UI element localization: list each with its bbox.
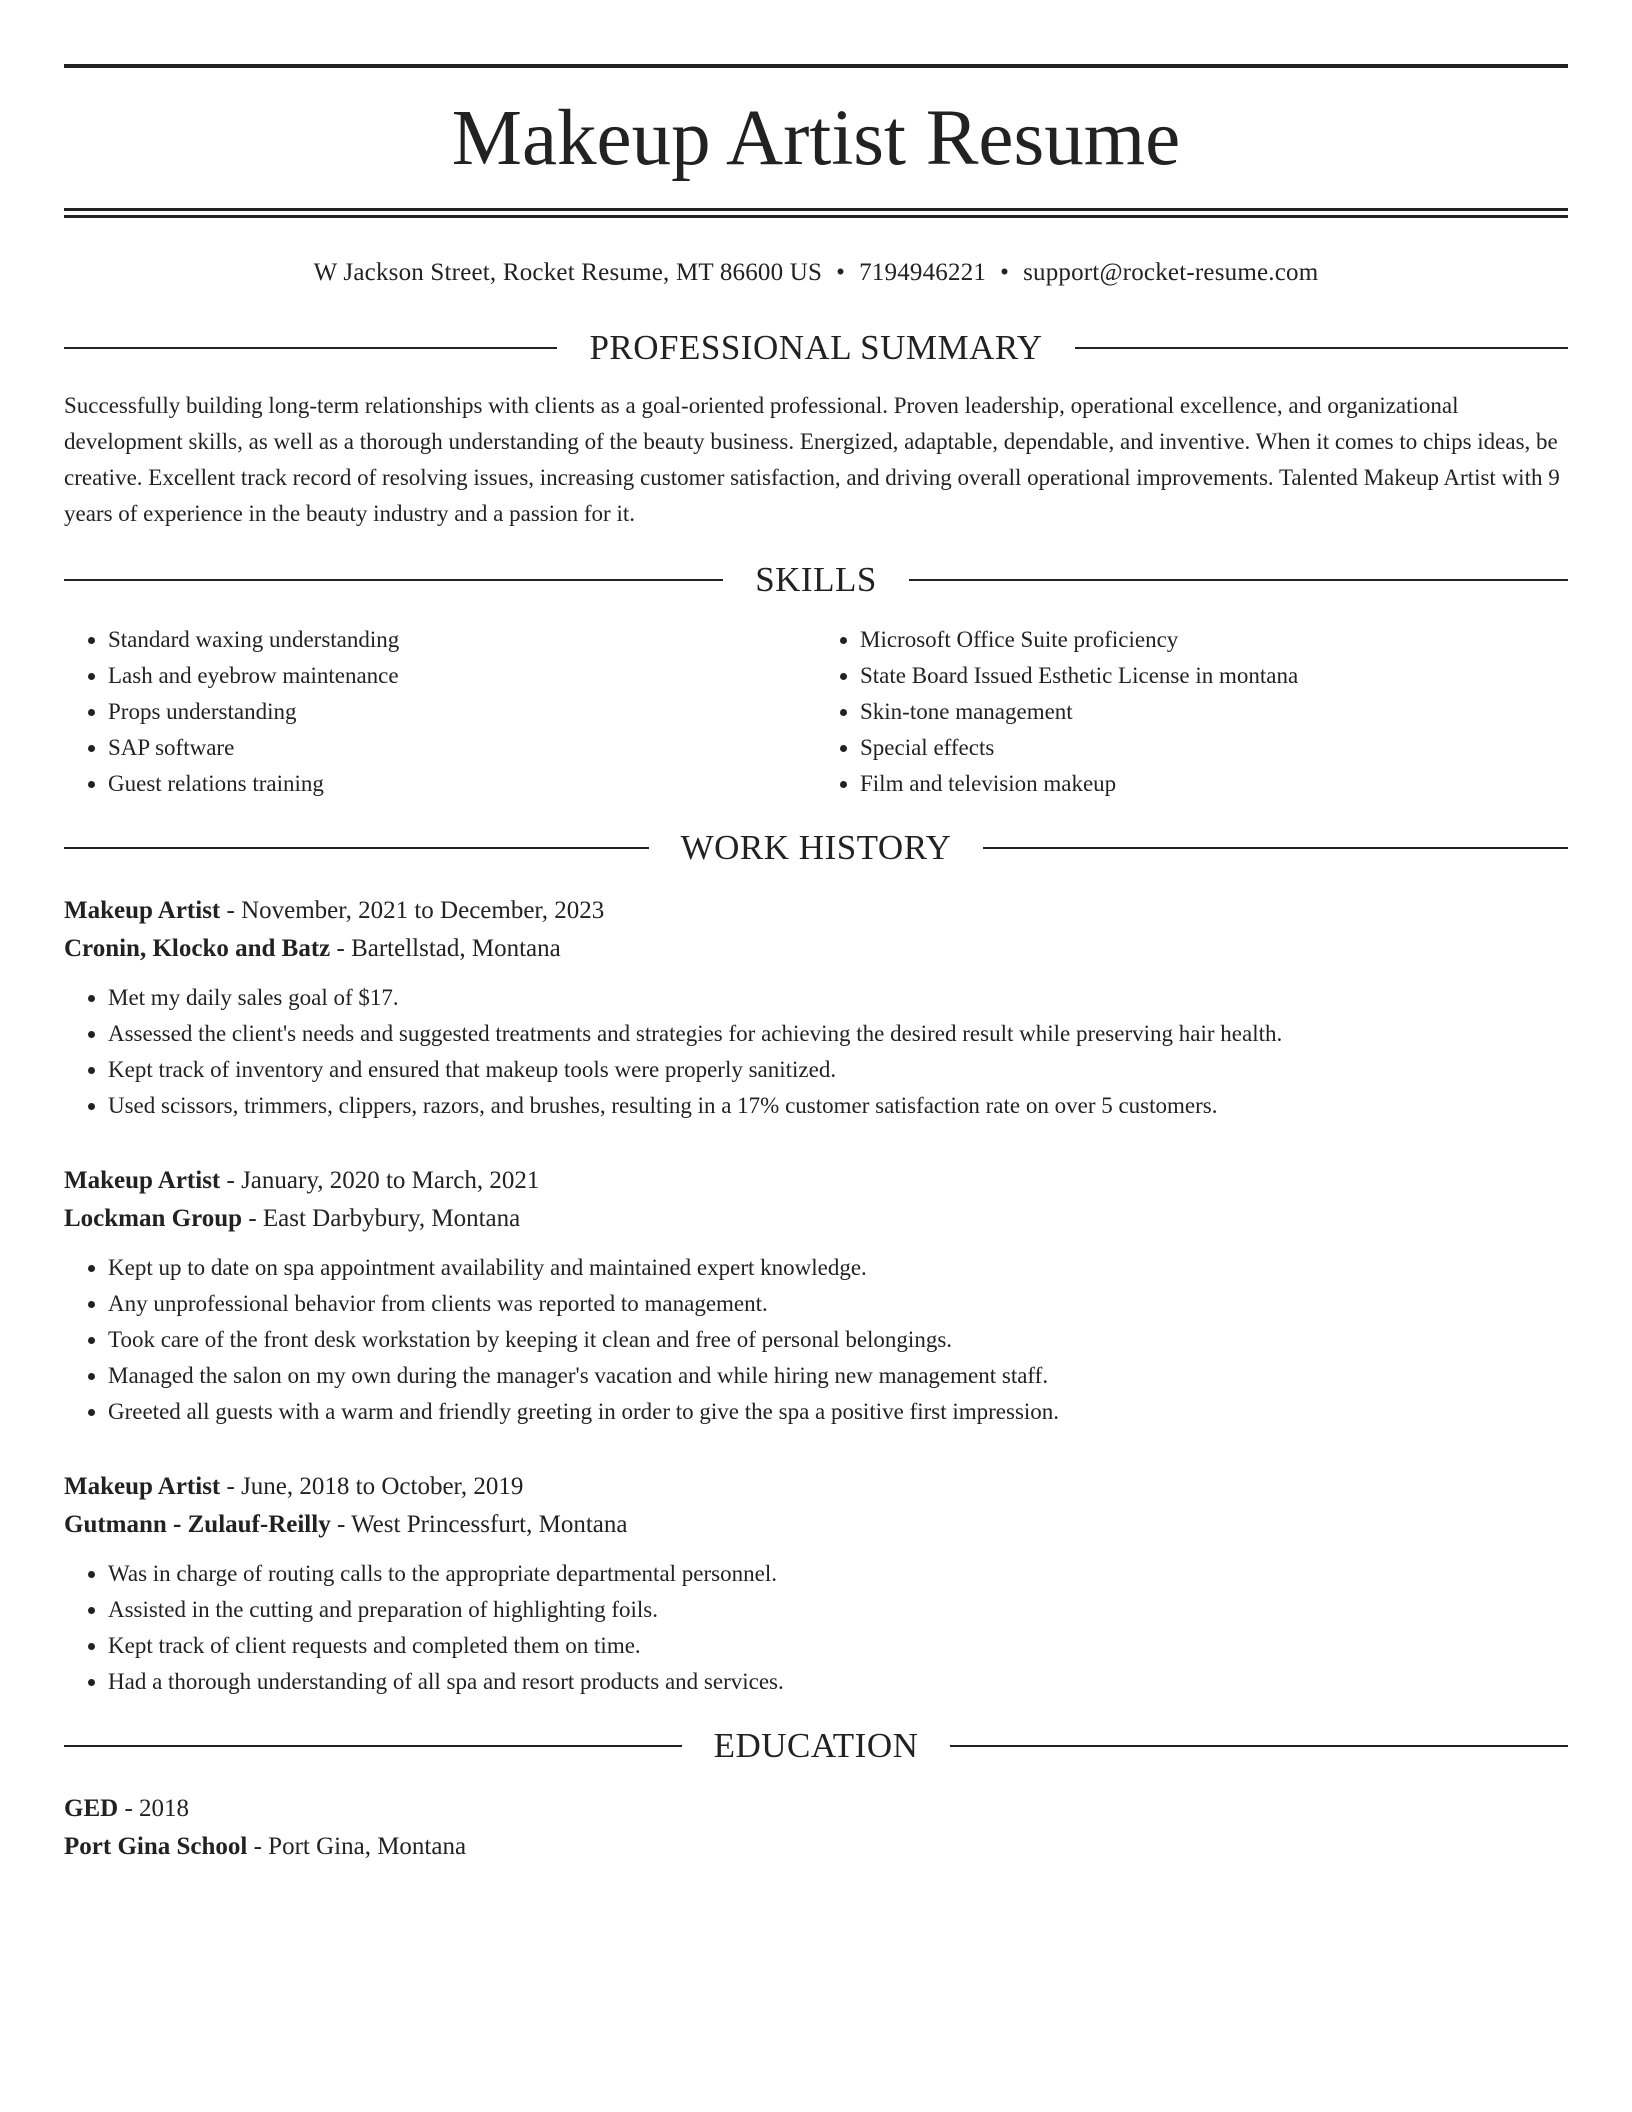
- job-company-line: [64, 1506, 1568, 1544]
- skills-heading-label: SKILLS: [755, 560, 877, 599]
- job-entry: [64, 1468, 1568, 1700]
- skill-item: • SAP software: [108, 730, 816, 766]
- skill-item: • Film and television makeup: [860, 766, 1568, 802]
- job-bullet: • Was in charge of routing calls to the appropriate departmental personnel.: [108, 1556, 1568, 1592]
- education-entry: [64, 1790, 1568, 1866]
- job-bullet: • Managed the salon on my own during the manager's vacation and while hiring new management staff.: [108, 1358, 1568, 1394]
- job-title-line: [64, 1468, 1568, 1506]
- job-bullet: • Greeted all guests with a warm and friendly greeting in order to give the spa a positive first impression.: [108, 1394, 1568, 1430]
- education-heading-label: EDUCATION: [713, 1726, 919, 1765]
- summary-heading-label: PROFESSIONAL SUMMARY: [589, 328, 1043, 367]
- contact-address: W Jackson Street, Rocket Resume, MT 86600 US: [313, 259, 823, 286]
- job-title-line: [64, 1162, 1568, 1200]
- job-dates: - January, 2020 to March, 2021: [220, 1167, 540, 1194]
- job-bullets: [64, 980, 1568, 1124]
- contact-line: [64, 256, 1568, 290]
- job-bullet: • Had a thorough understanding of all spa and resort products and services.: [108, 1664, 1568, 1700]
- skill-item: • Skin-tone management: [860, 694, 1568, 730]
- job-location: - West Princessfurt, Montana: [330, 1511, 628, 1538]
- contact-separator: •: [836, 259, 846, 286]
- contact-phone: 7194946221: [859, 259, 987, 286]
- job-title: Makeup Artist: [64, 897, 221, 924]
- job-entry: [64, 1162, 1568, 1430]
- skills-heading: [64, 558, 1568, 602]
- job-title: Makeup Artist: [64, 1473, 221, 1500]
- work-heading-label: WORK HISTORY: [680, 828, 952, 867]
- job-title-line: [64, 892, 1568, 930]
- job-bullet: • Kept track of inventory and ensured that makeup tools were properly sanitized.: [108, 1052, 1568, 1088]
- job-company-line: [64, 930, 1568, 968]
- job-bullet: • Any unprofessional behavior from clients was reported to management.: [108, 1286, 1568, 1322]
- job-bullets: [64, 1250, 1568, 1430]
- job-company: Lockman Group: [64, 1205, 243, 1232]
- skill-item: • State Board Issued Esthetic License in montana: [860, 658, 1568, 694]
- education-location: - Port Gina, Montana: [247, 1833, 467, 1860]
- job-bullet: • Took care of the front desk workstation by keeping it clean and free of personal belongings.: [108, 1322, 1568, 1358]
- work-heading: [64, 826, 1568, 870]
- job-company: Cronin, Klocko and Batz: [64, 935, 331, 962]
- title-double-rule: [64, 208, 1568, 218]
- education-school-line: [64, 1828, 1568, 1866]
- heading-rule-left: [64, 847, 649, 849]
- job-bullet: • Met my daily sales goal of $17.: [108, 980, 1568, 1016]
- job-dates: - November, 2021 to December, 2023: [220, 897, 605, 924]
- job-bullet: • Assessed the client's needs and suggested treatments and strategies for achieving the desired result while preserving hair health.: [108, 1016, 1568, 1052]
- page-title: Makeup Artist Resume: [451, 94, 1181, 182]
- job-bullet: • Kept track of client requests and completed them on time.: [108, 1628, 1568, 1664]
- education-heading: [64, 1724, 1568, 1768]
- education-year: - 2018: [118, 1795, 190, 1822]
- heading-rule-left: [64, 1745, 682, 1747]
- heading-rule-left: [64, 579, 723, 581]
- summary-text: Successfully building long-term relationships with clients as a goal-oriented professional. Proven leadership, operational excellence, and organizational development skills, as well as a thorough understanding of the beauty business. Energized, adaptable, dependable, and inventive. When it comes to chips ideas, be creative. Excellent track record of resolving issues, increasing customer satisfaction, and driving overall operational improvements. Talented Makeup Artist with 9 years of experience in the beauty industry and a passion for it.: [64, 393, 1560, 526]
- heading-rule-right: [909, 579, 1568, 581]
- heading-rule-right: [950, 1745, 1568, 1747]
- job-company: Gutmann - Zulauf-Reilly: [64, 1511, 331, 1538]
- skill-item: • Guest relations training: [108, 766, 816, 802]
- skill-item: • Props understanding: [108, 694, 816, 730]
- job-dates: - June, 2018 to October, 2019: [220, 1473, 524, 1500]
- job-company-line: [64, 1200, 1568, 1238]
- job-bullet: • Used scissors, trimmers, clippers, razors, and brushes, resulting in a 17% customer satisfaction rate on over 5 customers.: [108, 1088, 1568, 1124]
- skills-column-left: [64, 622, 816, 802]
- heading-rule-right: [1075, 347, 1568, 349]
- contact-email: support@rocket-resume.com: [1023, 259, 1319, 286]
- skill-item: • Standard waxing understanding: [108, 622, 816, 658]
- heading-rule-left: [64, 347, 557, 349]
- job-location: - East Darbybury, Montana: [242, 1205, 521, 1232]
- heading-rule-right: [983, 847, 1568, 849]
- summary-heading: [64, 326, 1568, 370]
- job-bullet: • Assisted in the cutting and preparation of highlighting foils.: [108, 1592, 1568, 1628]
- skill-item: • Special effects: [860, 730, 1568, 766]
- job-bullets: [64, 1556, 1568, 1700]
- education-degree: GED: [64, 1795, 119, 1822]
- resume-page: [64, 64, 1568, 1866]
- skills-column-right: [816, 622, 1568, 802]
- job-entry: [64, 892, 1568, 1124]
- contact-separator: •: [1000, 259, 1010, 286]
- skill-item: • Microsoft Office Suite proficiency: [860, 622, 1568, 658]
- skills-list: [64, 622, 1568, 802]
- education-school: Port Gina School: [64, 1833, 248, 1860]
- job-location: - Bartellstad, Montana: [330, 935, 561, 962]
- job-bullet: • Kept up to date on spa appointment availability and maintained expert knowledge.: [108, 1250, 1568, 1286]
- skill-item: • Lash and eyebrow maintenance: [108, 658, 816, 694]
- education-degree-line: [64, 1790, 1568, 1828]
- job-title: Makeup Artist: [64, 1167, 221, 1194]
